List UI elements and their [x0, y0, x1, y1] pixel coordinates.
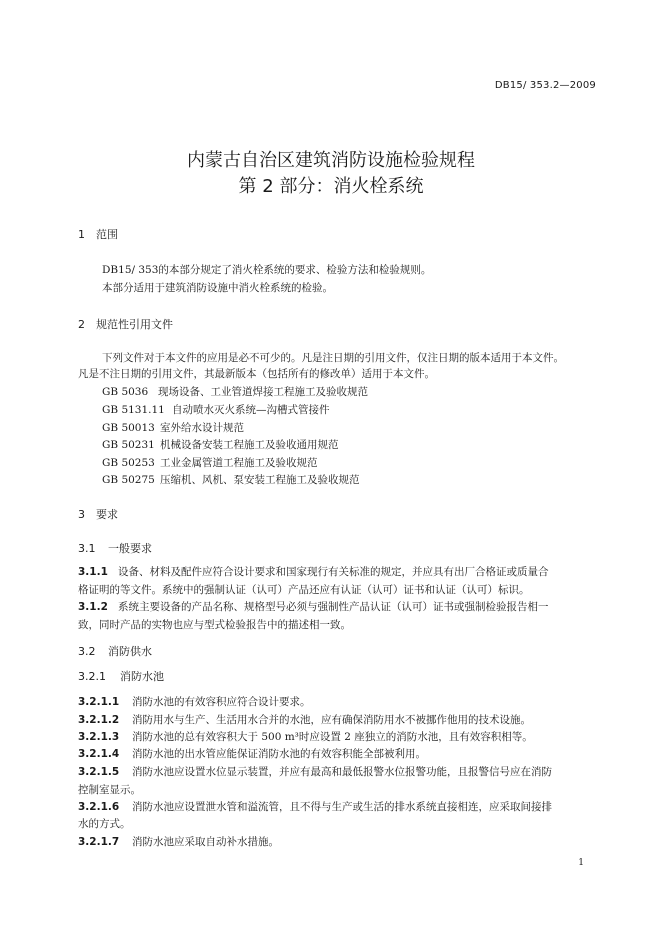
clause-number: 3.2.1.1 [78, 696, 120, 708]
section-title: 范围 [96, 228, 118, 241]
clause-3-1-2-line-1 [78, 599, 549, 614]
section-2-heading [78, 316, 173, 332]
reference-item [102, 437, 339, 452]
reference-code: GB 50013 [102, 422, 155, 434]
reference-title: 室外给水设计规范 [160, 422, 244, 434]
reference-title: 工业金属管道工程施工及验收规范 [160, 457, 318, 469]
clause-3-2-1-2 [78, 712, 531, 727]
clause-3-1-1-line-1 [78, 564, 549, 579]
reference-code: GB 50253 [102, 457, 155, 469]
reference-code: GB 50231 [102, 439, 155, 451]
section-number: 1 [78, 228, 85, 241]
section-1-heading [78, 226, 118, 242]
section-3-2-heading [78, 643, 152, 659]
clause-text: 设备、材料及配件应符合设计要求和国家现行有关标准的规定，并应具有出厂合格证或质量合 [118, 566, 549, 578]
clause-3-2-1-6-continued: 水的方式。 [78, 818, 131, 830]
section-title: 消防水池 [120, 670, 164, 683]
section-number: 3.1 [78, 542, 96, 555]
section-title: 要求 [96, 508, 118, 521]
clause-text: 消防水池应采取自动补水措施。 [132, 836, 279, 848]
section-1-paragraph-2: 本部分适用于建筑消防设施中消火栓系统的检验。 [102, 282, 333, 294]
clause-3-2-1-6 [78, 799, 552, 814]
section-number: 3.2.1 [78, 670, 106, 683]
clause-number: 3.2.1.7 [78, 836, 120, 848]
section-3-heading [78, 506, 118, 522]
reference-title: 机械设备安装工程施工及验收通用规范 [160, 439, 339, 451]
reference-item [102, 472, 360, 487]
reference-code: GB 5131.11 [102, 404, 165, 416]
section-number: 2 [78, 318, 85, 331]
clause-number: 3.2.1.4 [78, 748, 120, 760]
document-code: DB15/ 353.2—2009 [494, 80, 596, 91]
reference-title: 现场设备、工业管道焊接工程施工及验收规范 [158, 386, 368, 398]
reference-item [102, 455, 318, 470]
clause-text: 消防用水与生产、生活用水合并的水池，应有确保消防用水不被挪作他用的技术设施。 [132, 714, 531, 726]
clause-number: 3.2.1.6 [78, 801, 120, 813]
clause-3-2-1-1 [78, 694, 311, 709]
clause-3-2-1-5-continued: 控制室显示。 [78, 784, 141, 796]
document-title: 内蒙古自治区建筑消防设施检验规程 [187, 150, 475, 171]
section-3-2-1-heading [78, 668, 164, 684]
clause-text: 消防水池的总有效容积大于 500 m³时应设置 2 座独立的消防水池，且有效容积相等。 [132, 731, 533, 743]
section-number: 3 [78, 508, 85, 521]
section-number: 3.2 [78, 645, 96, 658]
clause-3-2-1-4 [78, 746, 426, 761]
clause-text: 系统主要设备的产品名称、规格型号必须与强制性产品认证（认可）证书或强制检验报告相一 [118, 601, 549, 613]
clause-3-2-1-7 [78, 834, 279, 849]
reference-title: 压缩机、风机、泵安装工程施工及验收规范 [160, 474, 360, 486]
clause-text: 消防水池应设置泄水管和溢流管，且不得与生产或生活的排水系统直接相连，应采取间接排 [132, 801, 552, 813]
section-title: 消防供水 [108, 645, 152, 658]
section-2-paragraph-line-2: 凡是不注日期的引用文件，其最新版本（包括所有的修改单）适用于本文件。 [78, 368, 435, 380]
section-2-paragraph-line-1: 下列文件对于本文件的应用是必不可少的。凡是注日期的引用文件，仅注日期的版本适用于本文件。 [102, 352, 564, 364]
reference-code: GB 5036 [102, 386, 149, 398]
section-title: 一般要求 [108, 542, 152, 555]
reference-code: GB 50275 [102, 474, 155, 486]
section-1-paragraph-1: DB15/ 353的本部分规定了消火栓系统的要求、检验方法和检验规则。 [102, 264, 432, 276]
section-title: 规范性引用文件 [96, 318, 173, 331]
clause-3-1-1-line-2: 格证明的等文件。系统中的强制认证（认可）产品还应有认证（认可）证书和认证（认可）标识。 [78, 584, 530, 596]
reference-item [102, 420, 244, 435]
page-number: 1 [578, 858, 584, 868]
clause-text: 消防水池的有效容积应符合设计要求。 [132, 696, 311, 708]
clause-number: 3.1.1 [78, 566, 108, 578]
reference-item [102, 402, 330, 417]
clause-number: 3.1.2 [78, 601, 108, 613]
reference-item [102, 384, 368, 399]
clause-text: 消防水池的出水管应能保证消防水池的有效容积能全部被利用。 [132, 748, 426, 760]
clause-text: 消防水池应设置水位显示装置，并应有最高和最低报警水位报警功能，且报警信号应在消防 [132, 766, 552, 778]
clause-3-2-1-5 [78, 764, 552, 779]
section-3-1-heading [78, 540, 152, 556]
clause-number: 3.2.1.3 [78, 731, 120, 743]
clause-number: 3.2.1.2 [78, 714, 120, 726]
reference-title: 自动喷水灭火系统—沟槽式管接件 [172, 404, 330, 416]
clause-3-1-2-line-2: 致，同时产品的实物也应与型式检验报告中的描述相一致。 [78, 619, 351, 631]
clause-number: 3.2.1.5 [78, 766, 120, 778]
document-subtitle: 第 2 部分：消火栓系统 [238, 176, 424, 197]
clause-3-2-1-3 [78, 729, 533, 744]
